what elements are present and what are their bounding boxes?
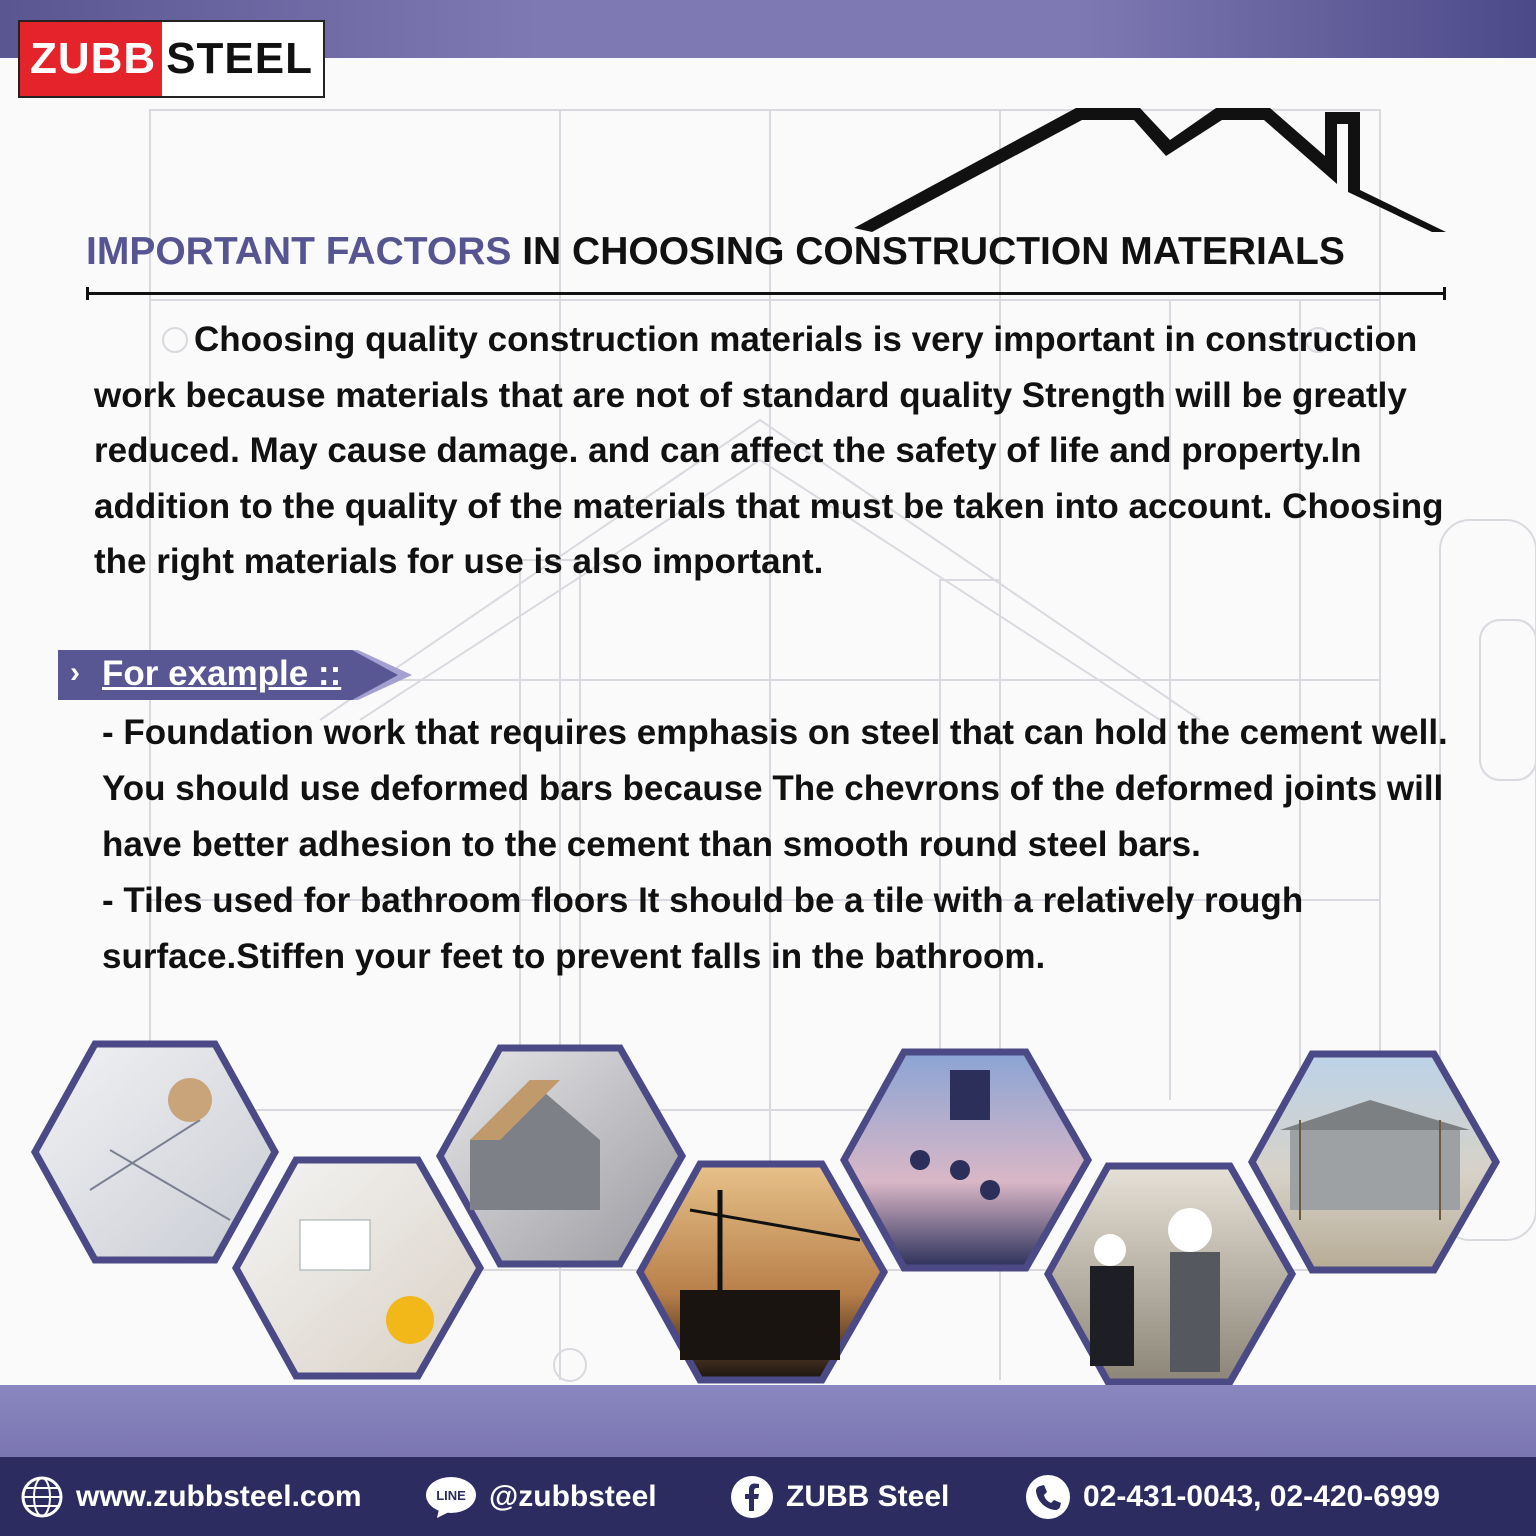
photo-workers-bucket <box>844 1052 1088 1268</box>
chevron-right-icon: › <box>70 656 80 689</box>
logo-red-text: ZUBB <box>20 22 162 96</box>
photo-engineers-helmets <box>1048 1166 1292 1382</box>
facebook-icon <box>730 1475 774 1519</box>
roof-outline-icon <box>850 100 1450 240</box>
photo-crane-sunset <box>640 1164 884 1380</box>
list-item: - Foundation work that requires emphasis on steel that can hold the cement well. You should use deformed bars because The chevrons of the deformed joints will have better adhesion to the cement than smooth round steel bars. <box>102 713 1448 864</box>
phone-icon <box>1025 1474 1071 1520</box>
photo-house-scaffolding <box>1252 1054 1496 1270</box>
example-label: For example :: <box>102 654 342 693</box>
example-label-tag <box>58 650 412 700</box>
footer <box>0 1457 1536 1536</box>
footer-line[interactable] <box>425 1457 657 1536</box>
line-app-icon <box>425 1475 477 1519</box>
example-list <box>102 705 1462 985</box>
intro-paragraph <box>94 312 1454 590</box>
title-highlight: IMPORTANT FACTORS <box>86 230 512 273</box>
footer-facebook[interactable] <box>730 1457 949 1536</box>
line-text: @zubbsteel <box>489 1479 657 1513</box>
facebook-text: ZUBB Steel <box>786 1479 950 1513</box>
photo-blueprint-drawing <box>35 1044 275 1260</box>
phone-text: 02-431-0043, 02-420-6999 <box>1083 1479 1440 1513</box>
title-rest: IN CHOOSING CONSTRUCTION MATERIALS <box>511 230 1345 273</box>
footer-website[interactable] <box>20 1457 362 1536</box>
footer-phone[interactable] <box>1025 1457 1440 1536</box>
line-badge-text: LINE <box>436 1487 466 1503</box>
globe-icon <box>20 1475 64 1519</box>
bottom-band <box>0 1385 1536 1457</box>
list-item: - Tiles used for bathroom floors It should be a tile with a relatively rough surface.Stiffen your feet to prevent falls in the bathroom. <box>102 881 1304 976</box>
intro-text: Choosing quality construction materials is very important in construction work because materials that are not of standard quality Strength will be greatly reduced. May cause damage. and can affect the safety of life and property.In addition to the quality of the materials that must be taken into account. Choosing the right materials for use is also important. <box>94 320 1444 581</box>
page-title <box>86 230 1345 274</box>
photo-team-planning <box>236 1160 480 1376</box>
brand-logo[interactable] <box>18 20 325 98</box>
website-text: www.zubbsteel.com <box>76 1479 362 1513</box>
photo-collage <box>0 1030 1536 1390</box>
title-underline <box>86 292 1446 295</box>
photo-house-model <box>440 1048 682 1264</box>
logo-white-text: STEEL <box>166 34 313 83</box>
